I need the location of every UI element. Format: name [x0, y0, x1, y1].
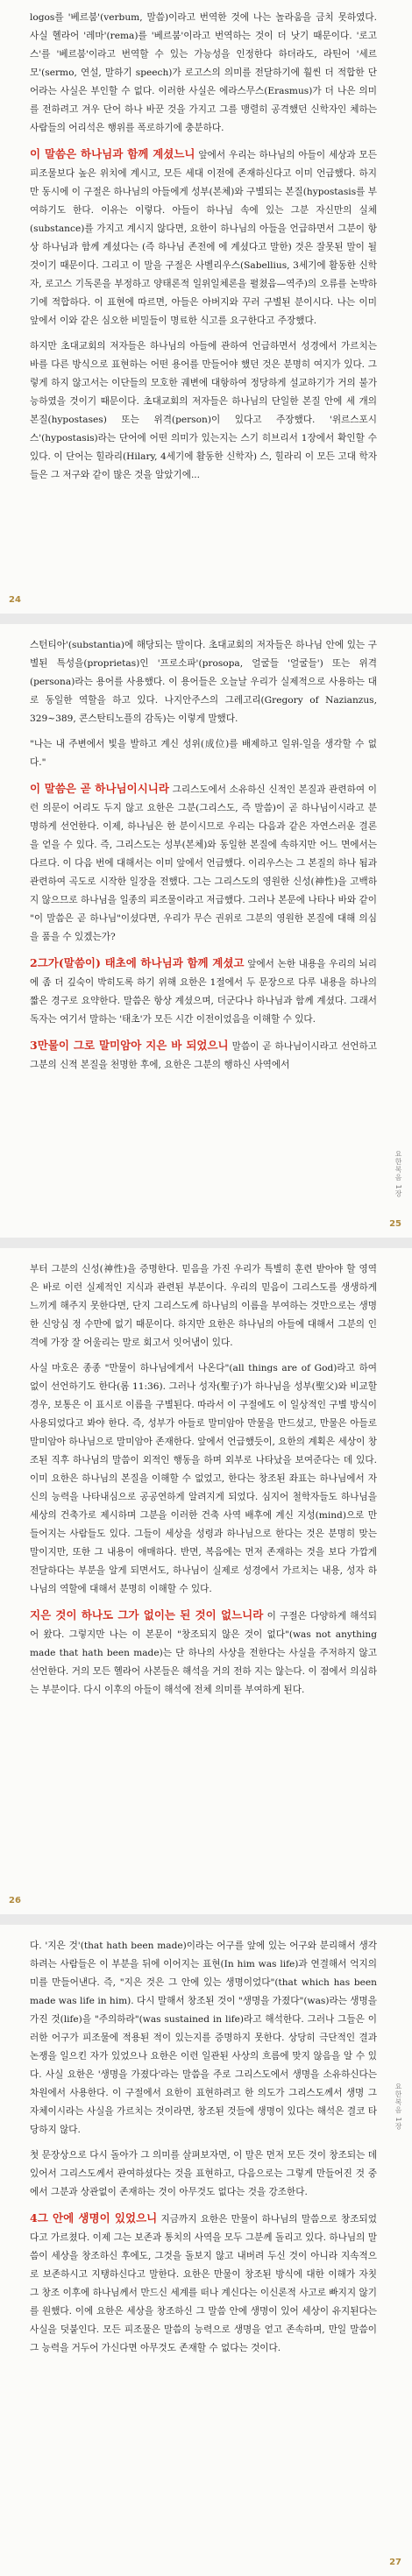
- page-gap: [0, 1238, 412, 1248]
- page-number: 25: [389, 1219, 401, 1229]
- paragraph: 첫 문장상으로 다시 돌아가 그 의미를 살펴보자면, 이 말은 먼저 모든 것이 창조되는 데 있어서 그리스도께서 관여하셨다는 것을 표현하고, 다음으로는 그렇게 만들어진 것 중에서 그분과 상관없이 존재하는 것이 아무것도 없다는 것을 강조한다.: [30, 2150, 377, 2197]
- paragraph: 이 말씀은 곧 하나님이시니라 그리스도에서 소유하신 신적인 본질과 관련하여 이런 의문이 어리도 두지 않고 요한은 그분(그리스도, 즉 말씀)이 곧 하나님이시라고 분명하게 선언한다. 이제, 하나님은 한 분이시므로 우리는 다음과 같은 자연스러운 결론을 얻을 수 있다. 즉, 그리스도는 성부(본체)와 동일한 본질에 속하지만 어느 면에서는 다르다. 이 다음 번에 대해서는 이미 앞에서 언급했다. 이리우스는 그 본질의 하나 됨과 관련하여 곡도로 시작한 일장을 전했다. 그는 그리스도의 영원한 신성(神性)을 고백하지 않으므로 하나님을 일종의 피조물이라고 저급했다. 그러나 본문에 나타나 바와 같이 "이 말씀은 곧 하나님"이셨다면, 우리가 무슨 권위로 그분의 영원한 본질에 대해 의심을 품을 수 있겠는가?: [30, 782, 377, 942]
- paragraph: 다. '지은 것'(that hath been made)이라는 어구를 앞에 있는 어구와 분리해서 생각하려는 사람들은 이 부분을 뒤에 이어지는 표현(In him was life)과 연결해서 억지의미를 만들어낸다. 즉, "지은 것은 그 안에 있는 생명이었다"(that which has been made was life in him). 다시 말해서 창조된 것이 "생명을 가졌다"(was)라는 생명을 가진 것(life)을 "주의하라"(was sustained in life)라고 해석한다. 그러나 그들은 이러한 어구가 피조물에 적용된 적이 있는지를 증명하지 못한다. 상당히 극단적인 결과 논쟁을 일으킨 자가 있었으나 요한은 이런 일관된 사상의 흐름에 맞지 않음을 알 수 있다. 사실 요한은 '생명을 가졌다'라는 말씀을 주로 그리스도에서 생명을 소유하신다는 차원에서 사용한다. 이 구절에서 요한이 표현하려고 한 의도가 그리스도께서 생명 그 자체이시라는 사실을 가르치는 것이라면, 창조된 것들에 생명이 있다는 해석은 결코 타당하지 않다.: [30, 1941, 377, 2135]
- paragraph: 4그 안에 생명이 있었으니 지금까지 요한은 만물이 하나님의 말씀으로 창조되었다고 가르쳤다. 이제 그는 보존과 통치의 사역을 모두 그분께 돌리고 있다. 하나님의 말씀이 세상을 창조하신 후에도, 그것을 돌보지 않고 내버려 두신 것이 아니라 지속적으로 보존하시고 지탱하신다고 말한다. 요한은 만물이 창조된 방식에 대한 이해가 자칫 그 창조 이후에 하나님께서 만드신 세계를 떠나 계신다는 이신론적 사고로 빠지지 않기를 원했다. 이에 요한은 세상을 창조하신 그 말씀 안에 생명이 있어 세상이 유지된다는 사실을 덧붙인다. 모든 피조물은 말씀의 능력으로 생명을 얻고 존속하며, 만일 말씀이 그 능력을 거두어 가신다면 아무것도 존재할 수 없다는 것이다.: [30, 2211, 377, 2353]
- verse-lead: 이 말씀은 곧 하나님이시니라: [30, 782, 169, 795]
- page-27: [0, 1925, 412, 2576]
- verse-lead: 지은 것이 하나도 그가 없이는 된 것이 없느니라: [30, 1608, 264, 1622]
- paragraph: 부터 그분의 신성(神性)을 증명한다. 믿음을 가진 우리가 특별히 훈련 받아야 할 영역은 바로 이런 실제적인 지식과 관련된 부분이다. 우리의 믿음이 그리스도를 생생하게 느끼게 해주지 못한다면, 단지 그리스도께 하나님의 이름을 부여하는 것만으로는 생명한 신앙심 정 수만에 없기 때문이다. 하지만 요한은 하나님의 아들에 대해서 그분의 인격에 가장 잘 어울리는 말로 회고서 잇어냄이 있다.: [30, 1264, 377, 1348]
- paragraph: 2그가(말씀이) 태초에 하나님과 함께 계셨고 앞에서 논한 내용을 우리의 뇌리에 좀 더 깊숙이 박히도록 하기 위해 요한은 1절에서 두 문장으로 다루 내용을 하나의 짧은 경구로 요약한다. 말씀은 항상 계셨으며, 더군다나 하나님과 함께 계셨다. 그래서 독자는 여기서 말하는 '태초'가 모든 시간 이전이었음을 이해할 수 있다.: [30, 956, 378, 1025]
- paragraph: 지은 것이 하나도 그가 없이는 된 것이 없느니라 이 구절은 다양하게 해석되어 왔다. 그렇지만 나는 이 본문이 "창조되지 않은 것이 없다"(was not anything made that hath been made)는 단 하나의 사상을 전한다는 사실을 주저하지 않고 선언한다. 거의 모든 헬라어 사본들은 해석을 거의 전하 지는 않는다. 이 점에서 의심하는 부분이다. 다시 이후의 아들이 해석에 전체 의미를 부여하게 된다.: [30, 1608, 377, 1695]
- chapter-side-label: 요한복음 1장: [394, 2083, 402, 2131]
- paragraph-text: 이 말씀은 하나님과 함께 계셨느니 앞에서 우리는 하나님의 아들이 세상과 모든 피조물보다 높은 위치에 계시고, 모든 세대 이전에 존재하신다고 이미 언급했다. 하지만 동시에 이 구절은 하나님의 아들에게 성부(본체)와 구별되는 본질(hypostasis를 부여하기도 한다. 이유는 이렇다. 아들이 하나님 속에 있는 그분 자신만의 실체(substance)를 가지고 계시지 않다면, 요한이 하나님의 아들을 언급하면서 그분이 항상 하나님과 함께 계셨다는 (즉 하나님 존전에 에 계셨다고 말한) 것은 잘못된 말이 될 것이기 때문이다. 그리고 이 말을 구절은 사벨리우스(Sabellius, 3세기에 활동한 신학자, 로고스 기독론을 부정하고 양태론적 일위일체론을 펼쳤음—역주)의 오류를 논박하기에 적합하다. 이 표현에 따르면, 아들은 아버지와 꾸러 구별된 분이시다. 나는 이미 앞에서 이와 같은 심오한 비밀들이 명료한 식고를 요구한다고 주장했다.: [30, 147, 377, 326]
- page-gap: [0, 1914, 412, 1925]
- page-26: [0, 1248, 412, 1914]
- verse-lead: 4그 안에 생명이 있었으니: [30, 2211, 158, 2225]
- paragraph: 하지만 초대교회의 저자들은 하나님의 아들에 관하여 언급하면서 성경에서 가르치는 바를 다른 방식으로 표현하는 어떤 용어를 만들어야 했던 것은 분명히 여지가 있다. 그렇게 하지 않고서는 이단들의 모호한 궤변에 대항하여 정당하게 설교하기가 거의 불가능하였을 것이기 때문이다. 초대교회의 저자들은 하나님의 단일한 본질 안에 세 개의 본질(hypostases) 또는 위격(person)이 있다고 주장했다. '위르스포시스'(hypostasis)라는 단어에 어떤 의미가 있는지는 스기 히브리서 1장에서 확인할 수 있다. 이 단어는 힐라리(Hilary, 4세기에 활동한 신학자) 스, 힐라리 이 모든 고대 학자들은 그 저구와 같이 많은 것을 알았기에...: [30, 341, 377, 480]
- chapter-side-label: 요한복음 1장: [394, 1150, 402, 1198]
- quote: "나는 내 주변에서 빛을 발하고 계신 성위(成位)를 배제하고 일위-일을 생각할 수 없다.": [30, 739, 377, 768]
- page-number: 27: [389, 2558, 401, 2567]
- paragraph: 사실 마호은 종종 "만물이 하나님에게서 나온다"(all things are of God)라고 하여 없이 선언하기도 한다(롬 11:36). 그러나 성자(聖子)가 하나님을 성부(聖父)와 비교할 경우, 보통은 이 표시로 이름을 구별된다. 따라서 이 구절에도 이 일상적인 구별 방식이 사용되었다고 봐야 한다. 즉, 성부가 아들로 말미암아 만물을 만드셨고, 만물은 아들로 말미암아 하나님으로 말미암아 존재한다. 앞에서 언급했듯이, 요한의 계획은 세상이 창조된 직후 하나님의 말씀이 외적인 행동을 하며 외부로 나타났을 보여준다는 데 있다. 이미 요한은 하나님의 본질을 이해할 수 없었고, 한다는 창조된 좌표는 하나님에서 자신의 능력을 나타내심으로 공공연하게 알려지게 되었다. 심지어 철학자들도 하나님을 세상의 건축가로 제시하며 그분을 이러한 건축 사역 배후에 계신 지성(mind)으로 만들어지는 사람들도 있다. 그들이 세상을 성령과 하나님으로 한다는 것은 분명히 맞는 말이지만, 또한 그 내용이 애매하다. 반면, 복음에는 먼저 존재하는 것을 보다 가깝게 전달하다는 부분을 알게 되면서도, 하나님이 실제로 성경에서 가르치는 내용, 성자 하나님의 역할에 대해서 분명히 이해할 수 있다.: [30, 1363, 377, 1594]
- paragraph: 3만물이 그로 말미암아 지은 바 되었으니 말씀이 곧 하나님이시라고 선언하고 그분의 신적 본질을 천명한 후에, 요한은 그분의 행하신 사역에서: [30, 1039, 377, 1070]
- paragraph: logos를 '베르붐'(verbum, 말씀)이라고 번역한 것에 나는 놀라움을 금치 못하였다. 사실 헬라어 '레마'(rema)를 '베르붐'이라고 번역하는 것이 더 낫기 때문이다. '로고스'를 '베르붐'이라고 번역할 수 있는 가능성을 인정한다 하더라도, 라틴어 '세르모'(sermo, 연설, 말하기 speech)가 로고스의 의미를 전달하기에 훨씬 더 적합한 단어라는 사실은 부인할 수 없다. 이러한 사실은 에라스무스(Erasmus)가 더 나은 의미를 전하려고 겨우 단어 하나 바꾼 것을 가지고 그를 맹렬히 공격했던 신학자인 체하는 사람들의 어리석은 행위를 폭로하기에 충분하다.: [30, 12, 377, 133]
- page-number: 24: [9, 595, 21, 605]
- verse-lead: 2그가(말씀이) 태초에 하나님과 함께 계셨고: [30, 956, 245, 969]
- page-number: 26: [9, 1896, 21, 1905]
- page-25: [0, 624, 412, 1238]
- verse-lead: 이 말씀은 하나님과 함께 계셨느니: [30, 147, 195, 160]
- paragraph: [30, 145, 377, 330]
- page-gap: [0, 614, 412, 624]
- verse-lead: 3만물이 그로 말미암아 지은 바 되었으니: [30, 1039, 229, 1052]
- page-24: [0, 0, 412, 614]
- paragraph: 스턴티아'(substantia)에 해당되는 말이다. 초대교회의 저자들은 하나님 안에 있는 구별된 특성을(proprietas)인 '프로소파'(prosopa, 얼굴들 '얼굴들') 또는 위격(persona)라는 용어를 사용했다. 이 용어들은 오늘날 우리가 실제적으로 사용하는 대로 동일한 역할을 하고 있다. 나지안주스의 그레고리(Gregory of Nazianzus, 329~389, 콘스탄티노플의 감독)는 이렇게 말했다.: [30, 640, 377, 724]
